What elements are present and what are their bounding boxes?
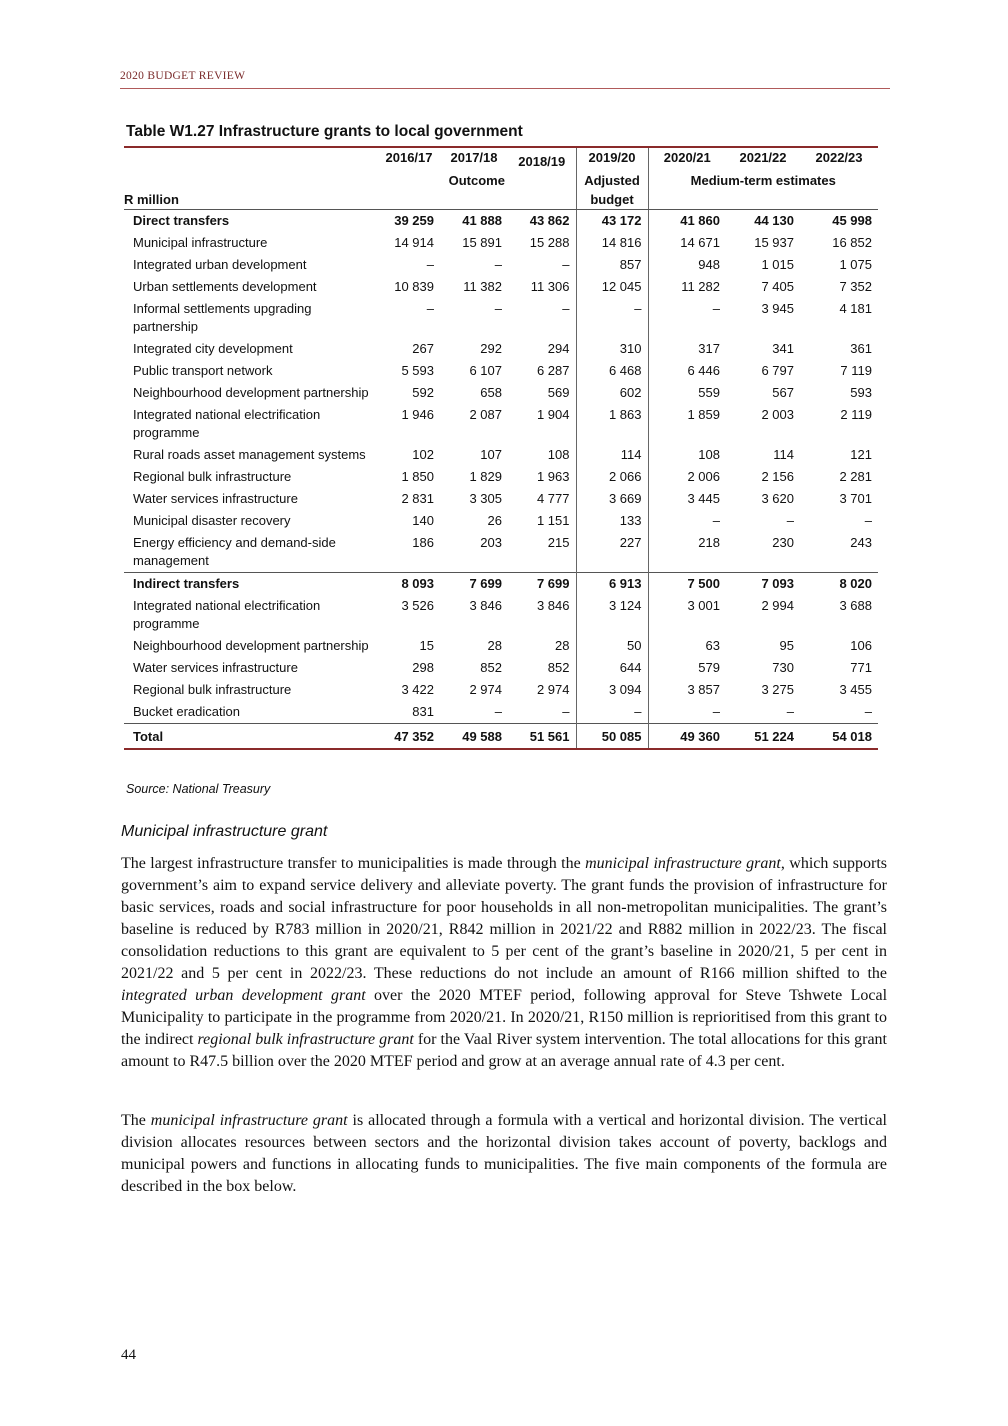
table-cell: 3 305 [469, 491, 502, 506]
table-cell: 2 066 [576, 466, 648, 488]
table-cell: 7 119 [840, 363, 872, 378]
p1-text: , which supports government’s aim to expand service delivery and alleviate poverty. The grant funds the provision of infrastructure for basic services, roads and social infrastructure for poor households in all non-metropolitan municipalities. The grant’s baseline is reduced by R783 million in 2020/21, R842 million in 2021/22 and R882 million in 2022/23. The fiscal consolidation reductions to this grant are equivalent to 5 per cent of the grant’s baseline in 2020/21, 5 per cent in 2021/22 and 5 per cent in 2022/23. These reductions do not include an amount of R166 million shifted to the [121, 855, 887, 982]
table-cell: 3 846 [469, 598, 502, 613]
table-cell: 3 094 [576, 679, 648, 701]
row-label: Direct transfers [133, 213, 230, 228]
table-cell: 230 [772, 535, 794, 550]
table-row [124, 679, 878, 701]
year-header: 2022/23 [800, 147, 878, 171]
table-cell: 102 [412, 447, 434, 462]
table-cell: 11 382 [463, 279, 502, 294]
table-cell: 361 [850, 341, 872, 356]
table-cell: 341 [772, 341, 794, 356]
table-cell: 108 [508, 444, 576, 466]
header-row-unit [124, 190, 878, 210]
table-row [124, 701, 878, 724]
paragraph-1 [121, 853, 887, 1073]
table-row [124, 298, 878, 338]
infrastructure-grants-table [124, 146, 878, 750]
table-cell: 7 699 [440, 573, 508, 596]
table-cell: 227 [576, 532, 648, 573]
table-cell: 43 172 [576, 210, 648, 233]
table-cell: 50 [576, 635, 648, 657]
table-row [124, 510, 878, 532]
table-cell: 10 839 [394, 279, 434, 294]
table-cell: 559 [698, 385, 720, 400]
row-label: Informal settlements upgrading partnership [133, 301, 312, 334]
table-cell: 15 288 [508, 232, 576, 254]
table-cell: 1 015 [761, 257, 794, 272]
table-cell: 1 829 [469, 469, 502, 484]
table-cell: 2 281 [839, 469, 872, 484]
total-cell: 50 085 [576, 724, 648, 750]
row-label: Regional bulk infrastructure [133, 469, 292, 484]
table-cell: 1 859 [687, 407, 720, 422]
table-cell: 5 593 [401, 363, 434, 378]
table-cell: 2 087 [469, 407, 502, 422]
total-cell: 49 360 [648, 724, 726, 750]
table-cell: – [712, 513, 720, 528]
table-cell: 16 852 [832, 235, 872, 250]
row-label: Bucket eradication [133, 704, 240, 719]
row-label: Public transport network [133, 363, 273, 378]
table-cell: 14 671 [680, 235, 720, 250]
table-cell: – [864, 704, 872, 719]
table-cell: 7 500 [648, 573, 726, 596]
table-cell: 4 181 [839, 301, 872, 316]
table-cell: 3 001 [687, 598, 720, 613]
row-label: Water services infrastructure [133, 491, 298, 506]
table-cell: 2 994 [761, 598, 794, 613]
table-cell: 7 093 [726, 573, 800, 596]
total-label: Total [124, 724, 378, 750]
table-cell: 1 075 [839, 257, 872, 272]
p2-text: is allocated through a formula with a vertical and horizontal division. The vertical division allocates resources between sectors and the horizontal division takes account of poverty, backlogs and municipal powers and functions in allocating funds to municipalities. The five main components of the formula are described in the box below. [121, 1112, 888, 1195]
table-row [124, 338, 878, 360]
table-cell: 1 963 [508, 466, 576, 488]
table-cell: 8 093 [378, 573, 440, 596]
paragraph-2 [121, 1110, 887, 1198]
table-cell: 317 [698, 341, 720, 356]
group-adjusted-2: budget [576, 190, 648, 210]
table-cell: 44 130 [754, 213, 794, 228]
table-cell: 1 946 [401, 407, 434, 422]
table-cell: 28 [508, 635, 576, 657]
row-label: Rural roads asset management systems [133, 447, 366, 462]
table-cell: 3 857 [687, 682, 720, 697]
row-label: Energy efficiency and demand-side management [133, 535, 336, 568]
table-cell: 267 [412, 341, 434, 356]
p2-text: The [121, 1112, 151, 1129]
table-cell: 2 831 [401, 491, 434, 506]
table-cell: 95 [779, 638, 794, 653]
table-cell: – [494, 704, 502, 719]
group-adjusted: Adjusted [576, 171, 648, 190]
table-cell: 28 [487, 638, 502, 653]
table-cell: 3 945 [761, 301, 794, 316]
table-row [124, 382, 878, 404]
total-cell: 49 588 [440, 724, 508, 750]
table-cell: – [426, 301, 434, 316]
table-cell: 15 [419, 638, 434, 653]
p1-text: for the Vaal River system intervention. The total allocations for this grant amount to R47.5 billion over the 2020 MTEF period and grow at an average annual rate of 4.3 per cent. [121, 1031, 887, 1070]
table-cell: 121 [850, 447, 872, 462]
table-cell: – [508, 254, 576, 276]
table-cell: 948 [698, 257, 720, 272]
p1-italic: municipal infrastructure grant [585, 855, 781, 872]
table-cell: 7 405 [761, 279, 794, 294]
year-header: 2017/18 [440, 147, 508, 171]
total-row [124, 724, 878, 750]
header-row-groups [124, 171, 878, 190]
table-cell: – [712, 704, 720, 719]
table-body [124, 210, 878, 724]
table-cell: 3 701 [839, 491, 872, 506]
table-cell: 8 020 [800, 573, 878, 596]
table-row [124, 573, 878, 596]
table-cell: 579 [698, 660, 720, 675]
row-label: Water services infrastructure [133, 660, 298, 675]
table-cell: 3 688 [839, 598, 872, 613]
year-header: 2016/17 [378, 147, 440, 171]
table-cell: 1 151 [508, 510, 576, 532]
table-row [124, 532, 878, 573]
p1-text: The largest infrastructure transfer to municipalities is made through the [121, 855, 586, 872]
table-cell: 11 306 [508, 276, 576, 298]
table-row [124, 488, 878, 510]
table-cell: 6 468 [576, 360, 648, 382]
table-cell: 857 [576, 254, 648, 276]
table-cell: 567 [772, 385, 794, 400]
table-cell: 593 [850, 385, 872, 400]
table-cell: 852 [480, 660, 502, 675]
table-cell: 292 [480, 341, 502, 356]
total-cell: 47 352 [378, 724, 440, 750]
p2-italic: municipal infrastructure grant [150, 1112, 348, 1129]
table-cell: 41 888 [462, 213, 502, 228]
table-row [124, 635, 878, 657]
table-cell: 298 [412, 660, 434, 675]
table-cell: – [864, 513, 872, 528]
table-cell: 1 863 [576, 404, 648, 444]
table-cell: – [508, 701, 576, 724]
row-label: Regional bulk infrastructure [133, 682, 292, 697]
table-cell: 592 [412, 385, 434, 400]
table-cell: 730 [772, 660, 794, 675]
table-cell: 3 526 [401, 598, 434, 613]
table-row [124, 210, 878, 233]
running-title: 2020 BUDGET REVIEW [120, 70, 246, 82]
table-cell: – [508, 298, 576, 338]
table-cell: 140 [412, 513, 434, 528]
p1-italic: integrated urban development grant [121, 987, 366, 1004]
table-cell: 310 [576, 338, 648, 360]
row-label: Integrated national electrification programme [133, 598, 321, 631]
table-cell: 1 904 [508, 404, 576, 444]
table-cell: 3 422 [401, 682, 434, 697]
table-cell: – [494, 301, 502, 316]
row-label: Integrated city development [133, 341, 293, 356]
table-cell: 3 124 [576, 595, 648, 635]
total-cell: 54 018 [800, 724, 878, 750]
table-cell: 771 [850, 660, 872, 675]
table-row [124, 360, 878, 382]
table-cell: 6 287 [508, 360, 576, 382]
table-cell: 3 445 [687, 491, 720, 506]
table-cell: 4 777 [508, 488, 576, 510]
table-cell: 41 860 [680, 213, 720, 228]
total-cell: 51 224 [726, 724, 800, 750]
table-row [124, 276, 878, 298]
table-cell: 15 937 [754, 235, 794, 250]
table-cell: – [494, 257, 502, 272]
table-cell: 294 [508, 338, 576, 360]
row-label: Integrated national electrification programme [133, 407, 321, 440]
table-cell: 215 [508, 532, 576, 573]
p1-italic: regional bulk infrastructure grant [197, 1031, 414, 1048]
table-cell: 14 914 [394, 235, 434, 250]
table-cell: 831 [412, 704, 434, 719]
table-cell: 12 045 [576, 276, 648, 298]
row-label: Neighbourhood development partnership [133, 385, 369, 400]
table-cell: 602 [576, 382, 648, 404]
table-cell: – [576, 298, 648, 338]
unit-label: R million [124, 190, 378, 210]
table-cell: 108 [698, 447, 720, 462]
table-cell: – [576, 701, 648, 724]
table-cell: 106 [850, 638, 872, 653]
table-cell: 203 [480, 535, 502, 550]
table-cell: 2 119 [840, 407, 872, 422]
table-cell: 243 [850, 535, 872, 550]
page-number: 44 [121, 1347, 136, 1363]
table-cell: 3 846 [508, 595, 576, 635]
table-cell: – [786, 513, 794, 528]
table-cell: 14 816 [576, 232, 648, 254]
row-label: Urban settlements development [133, 279, 317, 294]
table-cell: 7 699 [508, 573, 576, 596]
table-cell: 6 797 [761, 363, 794, 378]
group-mtef: Medium-term estimates [690, 173, 836, 188]
table-cell: 658 [480, 385, 502, 400]
table-row [124, 657, 878, 679]
table-cell: 63 [705, 638, 720, 653]
table-cell: 43 862 [508, 210, 576, 233]
year-header: 2018/19 [508, 147, 576, 171]
group-outcome: Outcome [378, 171, 576, 190]
table-cell: – [712, 301, 720, 316]
year-header: 2021/22 [726, 147, 800, 171]
table-row [124, 254, 878, 276]
row-label: Neighbourhood development partnership [133, 638, 369, 653]
table-row [124, 404, 878, 444]
table-cell: 6 913 [576, 573, 648, 596]
table-row [124, 444, 878, 466]
header-row-years [124, 147, 878, 171]
row-label: Integrated urban development [133, 257, 307, 272]
table-cell: 11 282 [681, 279, 720, 294]
running-header [120, 66, 890, 89]
table-cell: 852 [508, 657, 576, 679]
table-cell: 3 620 [761, 491, 794, 506]
table-cell: 3 455 [839, 682, 872, 697]
table-cell: 133 [576, 510, 648, 532]
table-cell: 218 [698, 535, 720, 550]
table-cell: 3 669 [576, 488, 648, 510]
row-label: Municipal infrastructure [133, 235, 268, 250]
table-title: Table W1.27 Infrastructure grants to local government [126, 123, 523, 140]
total-cell: 51 561 [508, 724, 576, 750]
table-cell: 6 446 [687, 363, 720, 378]
p1-text: over the 2020 MTEF period, following approval for Steve Tshwete Local Municipality to participate in the programme from 2020/21. In 2020/21, R150 million is reprioritised from this grant to the indirect [121, 987, 888, 1048]
year-header: 2020/21 [648, 147, 726, 171]
table-cell: 114 [773, 447, 794, 462]
table-row [124, 595, 878, 635]
table-cell: 39 259 [394, 213, 434, 228]
table-cell: 2 156 [761, 469, 794, 484]
table-row [124, 232, 878, 254]
row-label: Indirect transfers [124, 573, 378, 596]
table-cell: 569 [508, 382, 576, 404]
table-cell: 1 850 [401, 469, 434, 484]
table-cell: 15 891 [462, 235, 502, 250]
table-cell: 107 [480, 447, 502, 462]
table-cell: 2 006 [687, 469, 720, 484]
table-cell: 7 352 [839, 279, 872, 294]
table-cell: 2 974 [508, 679, 576, 701]
table-cell: 114 [576, 444, 648, 466]
table-cell: 26 [487, 513, 502, 528]
table-cell: 186 [412, 535, 434, 550]
table-cell: 6 107 [469, 363, 502, 378]
section-title: Municipal infrastructure grant [121, 823, 328, 840]
table-cell: 3 275 [761, 682, 794, 697]
table-cell: 2 003 [761, 407, 794, 422]
table-cell: – [426, 257, 434, 272]
table-row [124, 466, 878, 488]
row-label: Municipal disaster recovery [133, 513, 291, 528]
table-cell: – [786, 704, 794, 719]
year-header: 2019/20 [576, 147, 648, 171]
table-cell: 2 974 [469, 682, 502, 697]
table-source: Source: National Treasury [126, 782, 271, 796]
table-cell: 644 [576, 657, 648, 679]
table-cell: 45 998 [832, 213, 872, 228]
